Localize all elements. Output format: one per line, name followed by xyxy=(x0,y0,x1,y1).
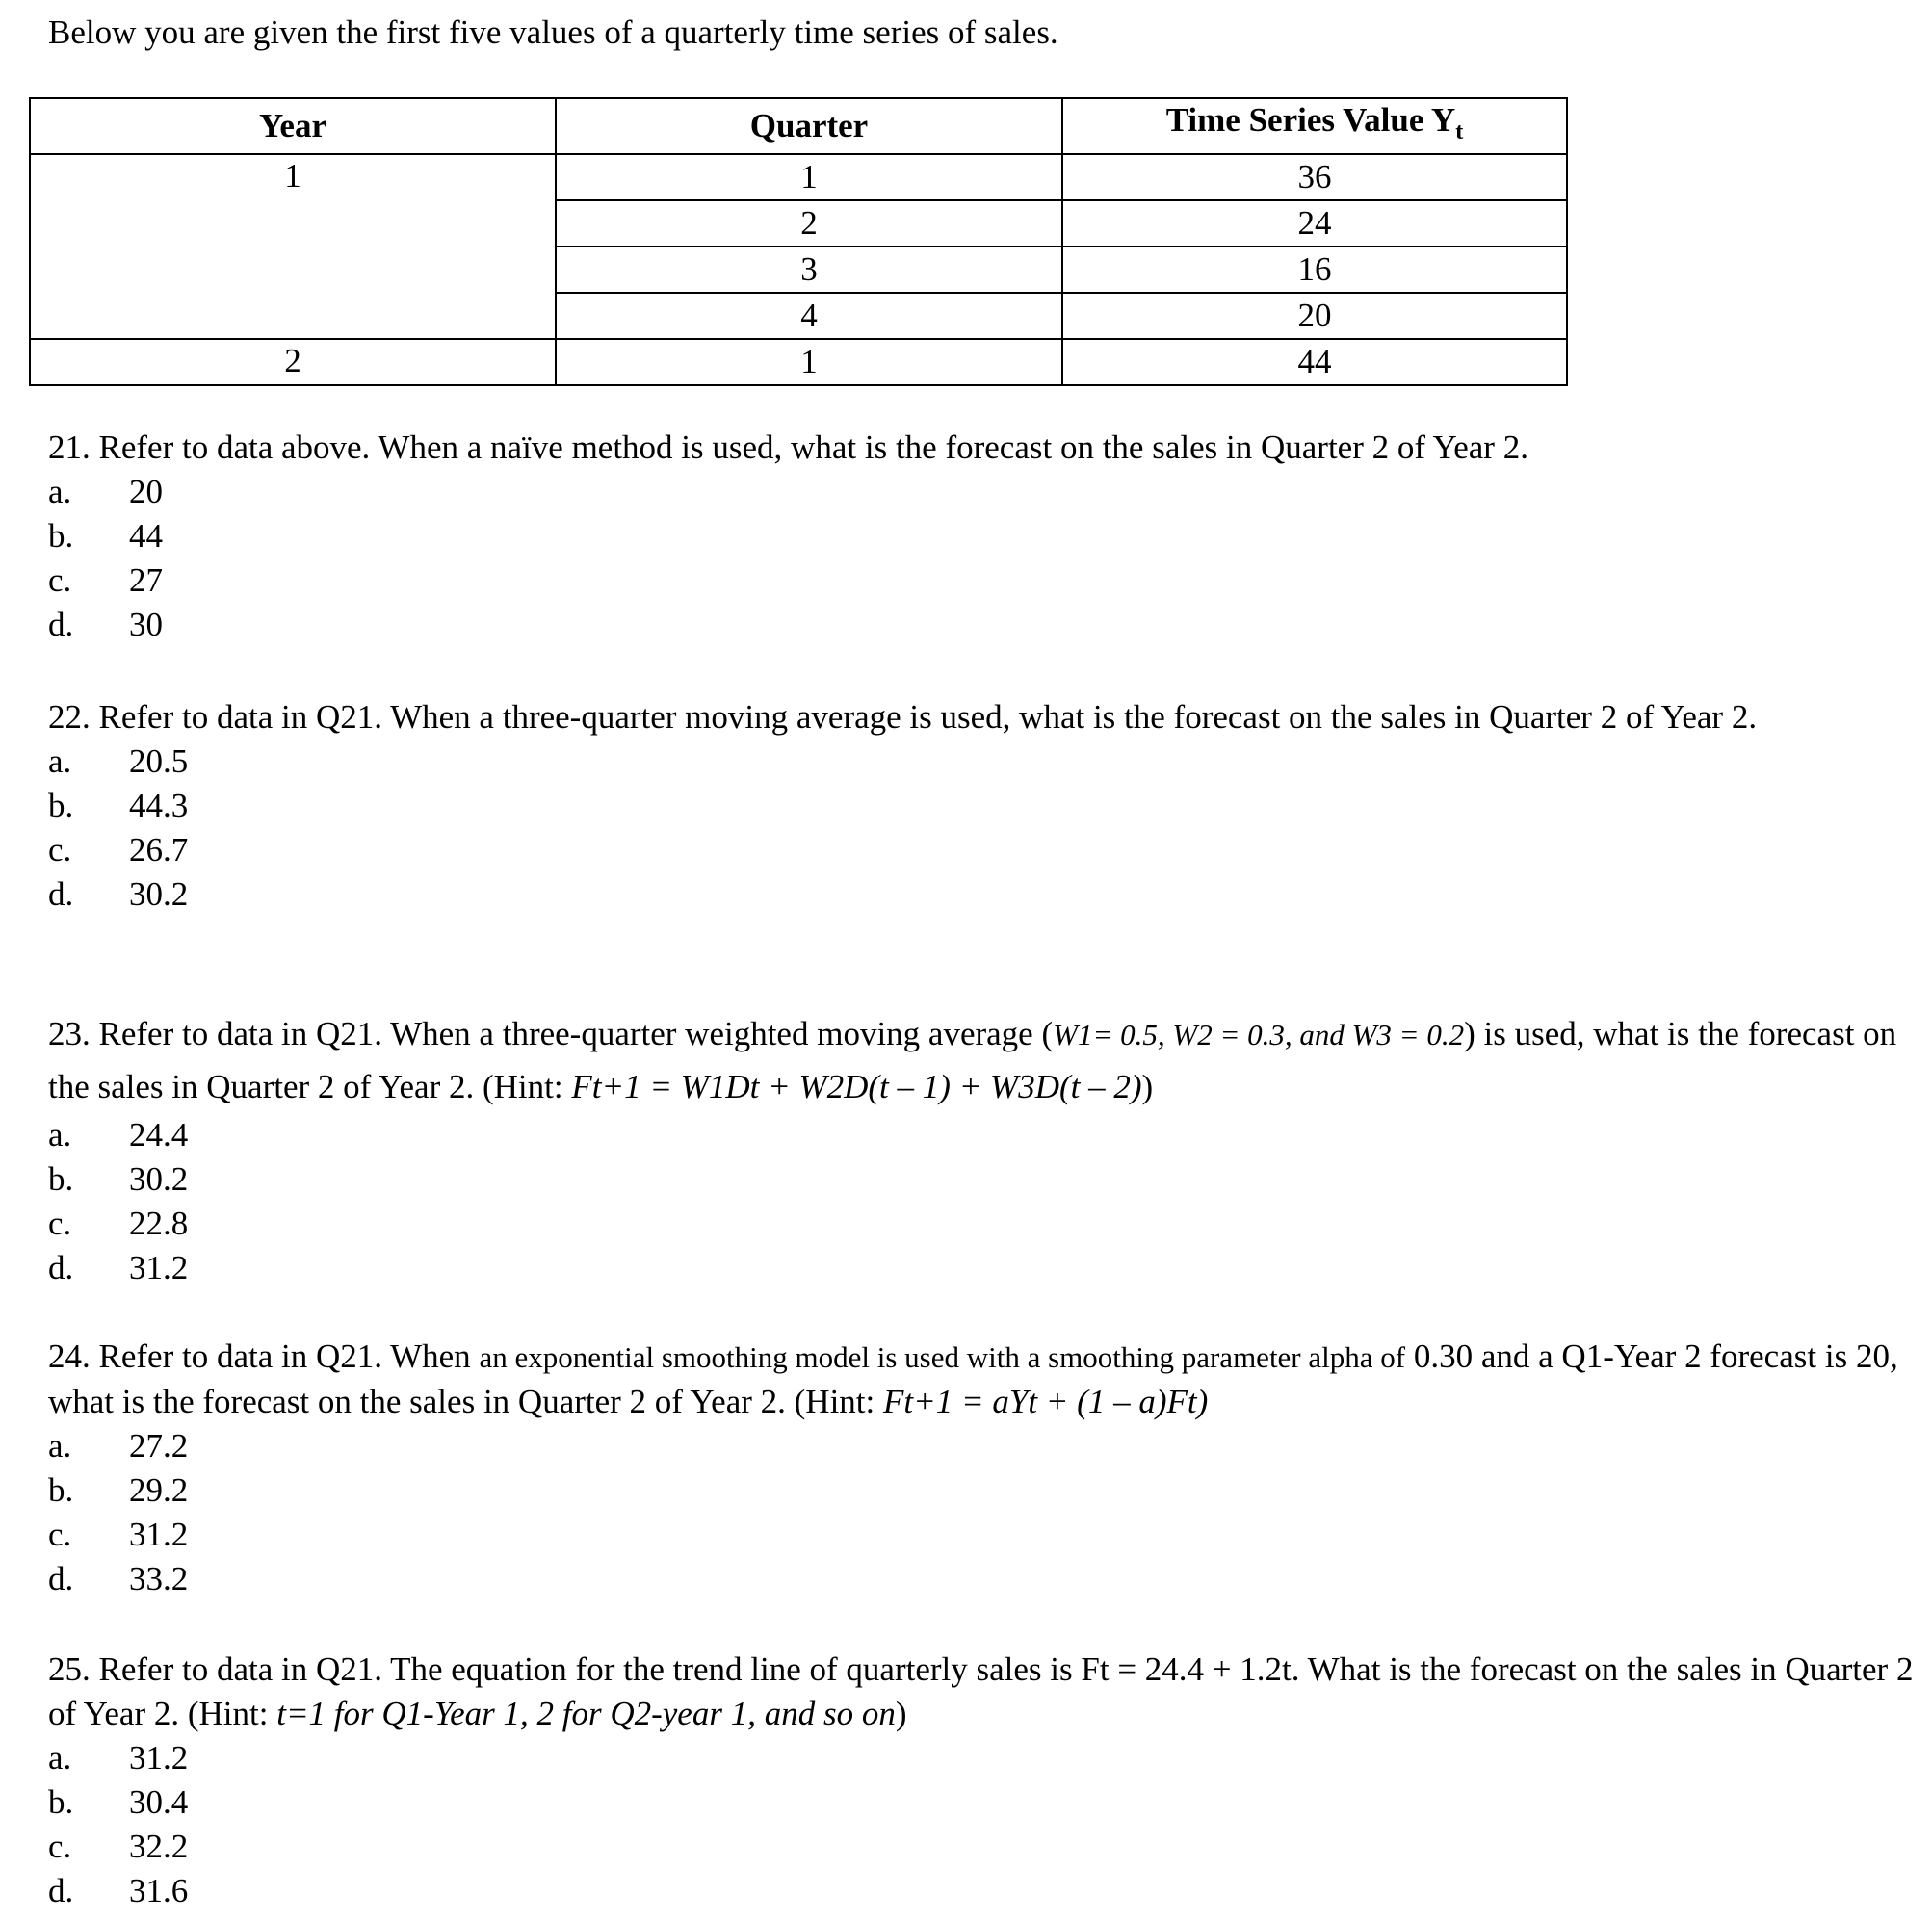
question-24 xyxy=(48,1335,1917,1601)
stem-part-2: 0.30 and a Q1-Year 2 forecast is 20, what is the forecast on the sales in Quarter 2 of Year 2. (Hint: xyxy=(48,1337,1898,1420)
quarter-cell: 2 xyxy=(556,200,1062,247)
answer-options xyxy=(48,470,1917,647)
stem-part-1: 25. Refer to data in Q21. The equation for the trend line of quarterly sales is xyxy=(48,1650,1082,1688)
weights-formula: W1= 0.5, W2 = 0.3, and W3 = 0.2 xyxy=(1053,1018,1465,1051)
answer-option-b[interactable] xyxy=(48,1157,1917,1202)
value-cell: 44 xyxy=(1062,339,1567,385)
question-stem xyxy=(48,1008,1917,1113)
quarter-cell: 4 xyxy=(556,293,1062,339)
value-cell: 36 xyxy=(1062,154,1567,200)
option-letter: b. xyxy=(48,1471,74,1509)
answer-options xyxy=(48,1736,1917,1913)
option-value: 32.2 xyxy=(129,1828,189,1865)
value-cell: 20 xyxy=(1062,293,1567,339)
stem-small: an exponential smoothing model is used with a smoothing parameter alpha of xyxy=(479,1340,1406,1374)
answer-option-c[interactable] xyxy=(48,1202,1917,1246)
header-year: Year xyxy=(30,98,556,154)
time-series-table xyxy=(29,97,1568,386)
option-value: 30.4 xyxy=(129,1783,189,1821)
option-letter: a. xyxy=(48,1116,72,1154)
table-row xyxy=(30,154,1567,200)
answer-option-c[interactable] xyxy=(48,1825,1917,1869)
option-letter: c. xyxy=(48,1205,72,1242)
question-stem xyxy=(48,1648,1917,1736)
stem-part-1: 23. Refer to data in Q21. When a three-quarter weighted moving average ( xyxy=(48,1015,1054,1052)
option-value: 29.2 xyxy=(129,1471,189,1509)
stem-end: ) xyxy=(895,1695,907,1732)
quarter-cell: 1 xyxy=(556,339,1062,385)
value-cell: 24 xyxy=(1062,200,1567,247)
option-letter: c. xyxy=(48,561,72,599)
header-value xyxy=(1062,98,1567,154)
stem-part-1: 24. Refer to data in Q21. When xyxy=(48,1337,480,1375)
table-row xyxy=(30,339,1567,385)
value-cell: 16 xyxy=(1062,247,1567,293)
option-letter: a. xyxy=(48,1427,72,1465)
option-letter: c. xyxy=(48,1828,72,1865)
answer-option-a[interactable] xyxy=(48,1736,1917,1780)
option-letter: a. xyxy=(48,742,72,780)
question-21 xyxy=(48,426,1917,647)
option-value: 30.2 xyxy=(129,1160,189,1198)
answer-option-c[interactable] xyxy=(48,1513,1917,1557)
answer-option-b[interactable] xyxy=(48,514,1917,558)
option-value: 20.5 xyxy=(129,742,189,780)
option-value: 30.2 xyxy=(129,875,189,913)
option-value: 22.8 xyxy=(129,1205,189,1242)
answer-option-b[interactable] xyxy=(48,1468,1917,1513)
question-stem xyxy=(48,1335,1917,1424)
hint-formula: Ft+1 = W1Dt + W2D(t – 1) + W3D(t – 2) xyxy=(571,1068,1142,1105)
header-value-label: Time Series Value Y xyxy=(1165,101,1456,139)
question-stem: 22. Refer to data in Q21. When a three-quarter moving average is used, what is the forecast on the sales in Quarter 2 of Year 2. xyxy=(48,698,1758,736)
option-letter: d. xyxy=(48,606,74,643)
option-letter: b. xyxy=(48,1783,74,1821)
option-value: 24.4 xyxy=(129,1116,189,1154)
answer-option-c[interactable] xyxy=(48,828,1917,872)
option-letter: d. xyxy=(48,875,74,913)
option-letter: b. xyxy=(48,1160,74,1198)
question-22 xyxy=(48,695,1917,917)
trend-equation: Ft = 24.4 + 1.2t xyxy=(1081,1650,1292,1688)
option-letter: d. xyxy=(48,1872,74,1909)
answer-option-d[interactable] xyxy=(48,1869,1917,1913)
answer-option-d[interactable] xyxy=(48,872,1917,917)
answer-option-d[interactable] xyxy=(48,603,1917,647)
header-quarter: Quarter xyxy=(556,98,1062,154)
hint-formula: Ft+1 = aYt + (1 – a)Ft) xyxy=(883,1383,1209,1420)
stem-part-2: ) is used, what is the forecast on the sales in Quarter 2 of Year 2. (Hint: xyxy=(48,1015,1897,1105)
question-25 xyxy=(48,1648,1917,1913)
option-value: 33.2 xyxy=(129,1560,189,1597)
answer-options xyxy=(48,1424,1917,1601)
option-letter: c. xyxy=(48,831,72,869)
answer-option-a[interactable] xyxy=(48,470,1917,514)
option-value: 31.2 xyxy=(129,1739,189,1777)
answer-option-b[interactable] xyxy=(48,1780,1917,1825)
option-value: 30 xyxy=(129,606,163,643)
stem-part-2: . What is the forecast on the sales in Quarter 2 of Year 2. (Hint: xyxy=(48,1650,1914,1732)
answer-option-a[interactable] xyxy=(48,1424,1917,1468)
option-letter: d. xyxy=(48,1560,74,1597)
year-cell: 1 xyxy=(30,154,556,339)
answer-option-a[interactable] xyxy=(48,1113,1917,1157)
intro-text: Below you are given the first five values of a quarterly time series of sales. xyxy=(48,13,1058,51)
answer-options xyxy=(48,740,1917,917)
option-value: 44.3 xyxy=(129,787,189,824)
answer-options xyxy=(48,1113,1917,1290)
table-header-row xyxy=(30,98,1567,154)
option-letter: a. xyxy=(48,1739,72,1777)
quarter-cell: 3 xyxy=(556,247,1062,293)
option-letter: d. xyxy=(48,1249,74,1286)
option-value: 31.6 xyxy=(129,1872,189,1909)
answer-option-c[interactable] xyxy=(48,558,1917,603)
option-value: 20 xyxy=(129,473,163,510)
quarter-cell: 1 xyxy=(556,154,1062,200)
option-value: 27 xyxy=(129,561,163,599)
answer-option-d[interactable] xyxy=(48,1557,1917,1601)
answer-option-a[interactable] xyxy=(48,740,1917,784)
option-letter: b. xyxy=(48,787,74,824)
option-letter: b. xyxy=(48,517,74,555)
option-value: 31.2 xyxy=(129,1249,189,1286)
question-stem: 21. Refer to data above. When a naïve method is used, what is the forecast on the sales in Quarter 2 of Year 2. xyxy=(48,428,1528,466)
option-value: 27.2 xyxy=(129,1427,189,1465)
option-value: 26.7 xyxy=(129,831,189,869)
answer-option-d[interactable] xyxy=(48,1246,1917,1290)
hint-formula: t=1 for Q1-Year 1, 2 for Q2-year 1, and so on xyxy=(276,1695,896,1732)
option-value: 44 xyxy=(129,517,163,555)
answer-option-b[interactable] xyxy=(48,784,1917,828)
option-value: 31.2 xyxy=(129,1516,189,1553)
question-23 xyxy=(48,1008,1917,1290)
option-letter: c. xyxy=(48,1516,72,1553)
option-letter: a. xyxy=(48,473,72,510)
stem-end: ) xyxy=(1141,1068,1154,1105)
header-value-subscript: t xyxy=(1455,118,1464,144)
year-cell: 2 xyxy=(30,339,556,385)
